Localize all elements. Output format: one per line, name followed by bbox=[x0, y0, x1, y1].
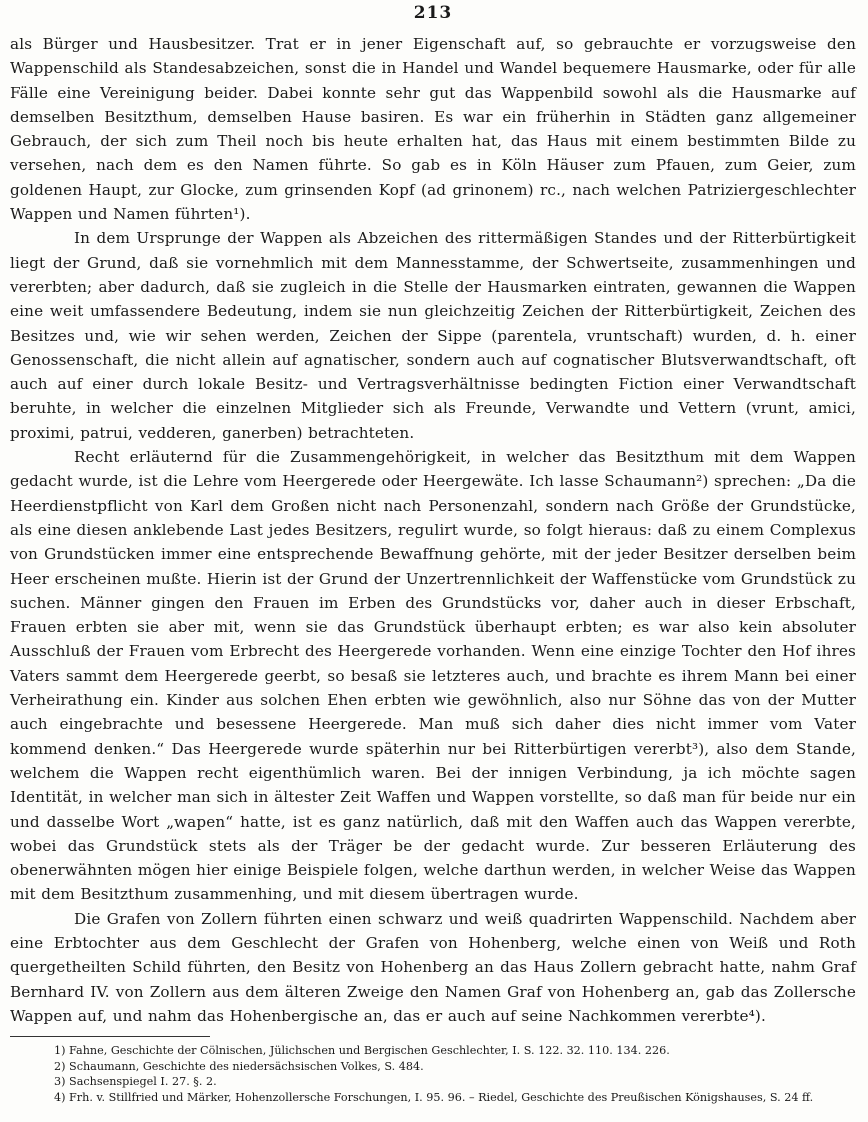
footnotes bbox=[10, 1043, 856, 1105]
paragraph-2: In dem Ursprunge der Wappen als Abzeichen des rittermäßigen Standes und der Ritterbürtigkeit liegt der Grund, daß sie vornehmlich mit dem Mannesstamme, der Schwertseite, zusammenhingen und vererbten; aber dadurch, daß sie zugleich in die Stelle der Hausmarken eintraten, gewannen die Wappen eine weit umfassendere Bedeutung, indem sie nun gleichzeitig Zeichen der Ritterbürtigkeit, Zeichen des Besitzes und, wie wir sehen werden, Zeichen der Sippe (parentela, vruntschaft) wurden, d. h. einer Genossenschaft, die nicht allein auf agnatischer, sondern auch auf cognatischer Blutsverwandtschaft, oft auch auf einer durch lokale Besitz- und Vertragsverhältnisse bedingten Fiction einer Verwandtschaft beruhte, in welcher die einzelnen Mitglieder sich als Freunde, Verwandte und Vettern (vrunt, amici, proximi, patrui, vedderen, ganerben) betrachteten. bbox=[10, 229, 856, 442]
paragraph-1: als Bürger und Hausbesitzer. Trat er in jener Eigenschaft auf, so gebrauchte er vorzugsweise den Wappenschild als Standesabzeichen, sonst die in Handel und Wandel bequemere Hausmarke, oder für alle Fälle eine Vereinigung beider. Dabei konnte sehr gut das Wappenbild sowohl als die Hausmarke auf demselben Besitzthum, demselben Hause basiren. Es war ein früherhin in Städten ganz allgemeiner Gebrauch, der sich zum Theil noch bis heute erhalten hat, das Haus mit einem bestimmten Bilde zu versehen, nach dem es den Namen führte. So gab es in Köln Häuser zum Pfauen, zum Geier, zum goldenen Haupt, zur Glocke, zum grinsenden Kopf (ad grinonem) rc., nach welchen Patriziergeschlechter Wappen und Namen führten¹). bbox=[10, 35, 856, 224]
footnote-1: 1) Fahne, Geschichte der Cölnischen, Jülichschen und Bergischen Geschlechter, I. S. 122. 32. 110. 134. 226. bbox=[54, 1044, 670, 1058]
footnote-3: 3) Sachsenspiegel I. 27. §. 2. bbox=[54, 1075, 217, 1089]
footnote-2: 2) Schaumann, Geschichte des niedersächsischen Volkes, S. 484. bbox=[54, 1059, 424, 1073]
footnote-4: 4) Frh. v. Stillfried und Märker, Hohenzollersche Forschungen, I. 95. 96. – Riedel, Geschichte des Preußischen Königshauses, S. 24 ff. bbox=[54, 1090, 814, 1104]
paragraph-3: Recht erläuternd für die Zusammengehörigkeit, in welcher das Besitzthum mit dem Wappen gedacht wurde, ist die Lehre vom Heergerede oder Heergewäte. Ich lasse Schaumann²) sprechen: „Da die Heerdienstpflicht von Karl dem Großen nicht nach Personenzahl, sondern nach Größe der Grundstücke, als eine diesen anklebende Last jedes Besitzers, regulirt wurde, so folgt hieraus: daß zu einem Complexus von Grundstücken immer eine entsprechende Bewaffnung gehörte, mit der jeder Besitzer derselben beim Heer erscheinen mußte. Hierin ist der Grund der Unzertrennlichkeit der Waffenstücke vom Grundstück zu suchen. Männer gingen den Frauen im Erben des Grundstücks vor, daher auch in dieser Erbschaft, Frauen erbten sie aber mit, wenn sie das Grundstück überhaupt erbten; es war also kein absoluter Ausschluß der Frauen vom Erbrecht des Heergerede vorhanden. Wenn eine einzige Tochter den Hof ihres Vaters sammt dem Heergerede geerbt, so besaß sie letzteres auch, und brachte es ihrem Mann bei einer Verheirathung ein. Kinder aus solchen Ehen erbten wie gewöhnlich, also nur Söhne das von der Mutter auch eingebrachte und besessene Heergerede. Man muß sich daher dies nicht immer vom Vater kommend denken.“ Das Heergerede wurde späterhin nur bei Ritterbürtigen vererbt³), also dem Stande, welchem die Wappen recht eigenthümlich waren. Bei der innigen Verbindung, ja ich möchte sagen Identität, in welcher man sich in ältester Zeit Waffen und Wappen vorstellte, so daß man für beide nur ein und dasselbe Wort „wapen“ hatte, ist es ganz natürlich, daß mit den Waffen auch das Wappen vererbte, wobei das Grundstück stets als der Träger be der gedacht wurde. Zur besseren Erläuterung des obenerwähnten mögen hier einige Beispiele folgen, welche darthun werden, in welcher Weise das Wappen mit dem Besitzthum zusammenhing, und mit diesem übertragen wurde. bbox=[10, 448, 856, 904]
page-number: 213 bbox=[413, 3, 453, 23]
paragraph-4: Die Grafen von Zollern führten einen schwarz und weiß quadrirten Wappenschild. Nachdem aber eine Erbtochter aus dem Geschlecht der Grafen von Hohenberg, welche einen von Weiß und Roth quergetheilten Schild führten, den Besitz von Hohenberg an das Haus Zollern gebracht hatte, nahm Graf Bernhard IV. von Zollern aus dem älteren Zweige den Namen Graf von Hohenberg an, gab das Zollersche Wappen auf, und nahm das Hohenbergische an, das er auch auf seine Nachkommen vererbte⁴). bbox=[10, 909, 856, 1025]
footnote-divider bbox=[10, 1036, 210, 1037]
